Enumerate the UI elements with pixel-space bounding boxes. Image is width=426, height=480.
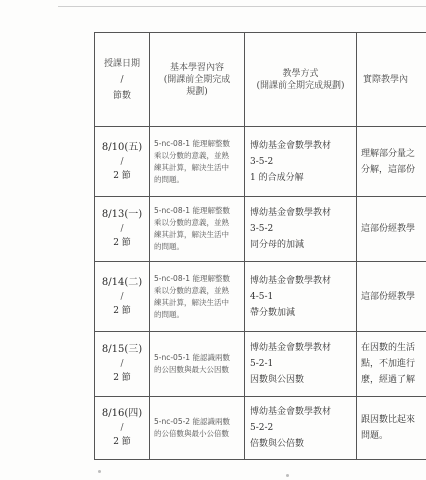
actual-line: 點，不加進行 bbox=[361, 359, 416, 369]
actual-cell bbox=[357, 197, 426, 262]
method-line: 4-5-1 bbox=[250, 291, 274, 302]
content-line: 練其計算，解決生活中 bbox=[154, 162, 229, 172]
method-cell bbox=[245, 262, 357, 332]
date-slash: / bbox=[120, 423, 124, 433]
period-text: 2 節 bbox=[113, 238, 131, 248]
method-line: 博幼基金會數學教材 bbox=[250, 407, 332, 417]
content-line: 練其計算，解決生活中 bbox=[154, 297, 229, 307]
table-row bbox=[95, 197, 426, 262]
date-text: 8/15(三) bbox=[101, 344, 143, 355]
method-line: 3-5-2 bbox=[250, 224, 274, 234]
header-method-line2: (開課前全期完成規劃) bbox=[256, 80, 345, 91]
header-period-line: 節數 bbox=[112, 90, 131, 101]
date-slash: / bbox=[120, 359, 124, 369]
date-text: 8/14(二) bbox=[101, 276, 143, 288]
content-cell bbox=[150, 127, 245, 197]
actual-line: 理解部分量之 bbox=[361, 148, 416, 159]
content-line: 乘以分數的意義，並熟 bbox=[154, 150, 229, 160]
content-line: 練其計算，解決生活中 bbox=[154, 230, 229, 239]
actual-cell bbox=[357, 127, 426, 197]
content-line: 乘以分數的意義，並熟 bbox=[154, 285, 229, 295]
content-line: 5-nc-08-1 能理解整數 bbox=[154, 273, 230, 283]
actual-line: 跟因數比起來 bbox=[361, 415, 416, 425]
scan-artifact-dot bbox=[286, 474, 289, 477]
date-slash: / bbox=[120, 291, 124, 302]
method-line: 博幼基金會數學教材 bbox=[250, 275, 332, 286]
method-line: 5-2-2 bbox=[250, 423, 274, 433]
header-date-slash: / bbox=[120, 74, 124, 85]
content-line: 的公因數與最大公因數 bbox=[154, 365, 229, 374]
header-method-line1: 教學方式 bbox=[282, 68, 319, 79]
lesson-plan-table bbox=[94, 32, 426, 460]
method-cell bbox=[245, 197, 357, 262]
header-content-line1: 基本學習內容 bbox=[169, 62, 224, 73]
period-text: 2 節 bbox=[113, 170, 131, 181]
content-cell bbox=[150, 397, 245, 460]
method-cell bbox=[245, 397, 357, 460]
content-line: 5-nc-08-1 能理解整數 bbox=[154, 138, 230, 148]
actual-line: 分解，這部份 bbox=[361, 164, 416, 175]
method-line: 3-5-2 bbox=[250, 156, 274, 167]
period-text: 2 節 bbox=[113, 305, 131, 316]
date-cell bbox=[95, 127, 150, 197]
date-text: 8/13(一) bbox=[101, 209, 143, 220]
header-date-period bbox=[95, 33, 150, 127]
date-slash: / bbox=[120, 156, 124, 167]
table-row bbox=[95, 332, 426, 397]
header-teaching-method bbox=[245, 33, 357, 127]
date-slash: / bbox=[120, 224, 124, 234]
method-cell bbox=[245, 127, 357, 197]
method-line: 因數與公因數 bbox=[250, 375, 305, 385]
content-line: 的問題。 bbox=[154, 309, 184, 319]
table-row bbox=[95, 127, 426, 197]
actual-cell bbox=[357, 332, 426, 397]
date-cell bbox=[95, 262, 150, 332]
actual-line: 在因數的生活 bbox=[361, 343, 416, 353]
content-cell bbox=[150, 262, 245, 332]
method-line: 博幼基金會數學教材 bbox=[250, 343, 332, 353]
table-row bbox=[95, 262, 426, 332]
date-text: 8/10(五) bbox=[101, 141, 143, 153]
header-actual-line1: 實際教學內 bbox=[363, 74, 409, 85]
actual-line: 問題。 bbox=[361, 431, 389, 441]
content-line: 5-nc-05-1 能認識兩數 bbox=[154, 353, 230, 362]
actual-line: 麼，經過了解 bbox=[361, 375, 416, 385]
content-line: 的公倍數與最小公倍數 bbox=[154, 429, 229, 438]
date-cell bbox=[95, 332, 150, 397]
header-row bbox=[95, 33, 426, 127]
content-cell bbox=[150, 332, 245, 397]
header-date-line: 授課日期 bbox=[103, 58, 140, 69]
date-text: 8/16(四) bbox=[101, 408, 143, 419]
method-line: 1 的合成分解 bbox=[250, 172, 304, 183]
method-cell bbox=[245, 332, 357, 397]
method-line: 倍數與公倍數 bbox=[250, 439, 305, 449]
header-content-line2: (開課前全期完成 bbox=[163, 74, 231, 85]
method-line: 5-2-1 bbox=[250, 359, 274, 369]
scan-artifact-line bbox=[58, 6, 426, 7]
header-actual-content bbox=[357, 33, 426, 127]
content-cell bbox=[150, 197, 245, 262]
content-line: 的問題。 bbox=[154, 174, 184, 184]
header-content-line3: 規劃) bbox=[186, 86, 208, 97]
content-line: 的問題。 bbox=[154, 242, 184, 251]
table-row bbox=[95, 397, 426, 460]
date-cell bbox=[95, 197, 150, 262]
actual-line: 這部份經教學 bbox=[361, 224, 416, 234]
actual-cell bbox=[357, 397, 426, 460]
date-cell bbox=[95, 397, 150, 460]
content-line: 5-nc-05-2 能認識兩數 bbox=[154, 417, 230, 426]
content-line: 乘以分數的意義，並熟 bbox=[154, 218, 229, 227]
method-line: 博幼基金會數學教材 bbox=[250, 208, 332, 218]
method-line: 同分母的加減 bbox=[250, 240, 305, 250]
actual-line: 這部份經教學 bbox=[361, 291, 416, 302]
period-text: 2 節 bbox=[113, 373, 131, 383]
actual-cell bbox=[357, 262, 426, 332]
scan-artifact-dot bbox=[98, 470, 101, 473]
method-line: 博幼基金會數學教材 bbox=[250, 140, 332, 151]
method-line: 帶分數加減 bbox=[250, 307, 296, 318]
header-basic-content bbox=[150, 33, 245, 127]
content-line: 5-nc-08-1 能理解整數 bbox=[154, 206, 230, 215]
period-text: 2 節 bbox=[113, 437, 131, 447]
